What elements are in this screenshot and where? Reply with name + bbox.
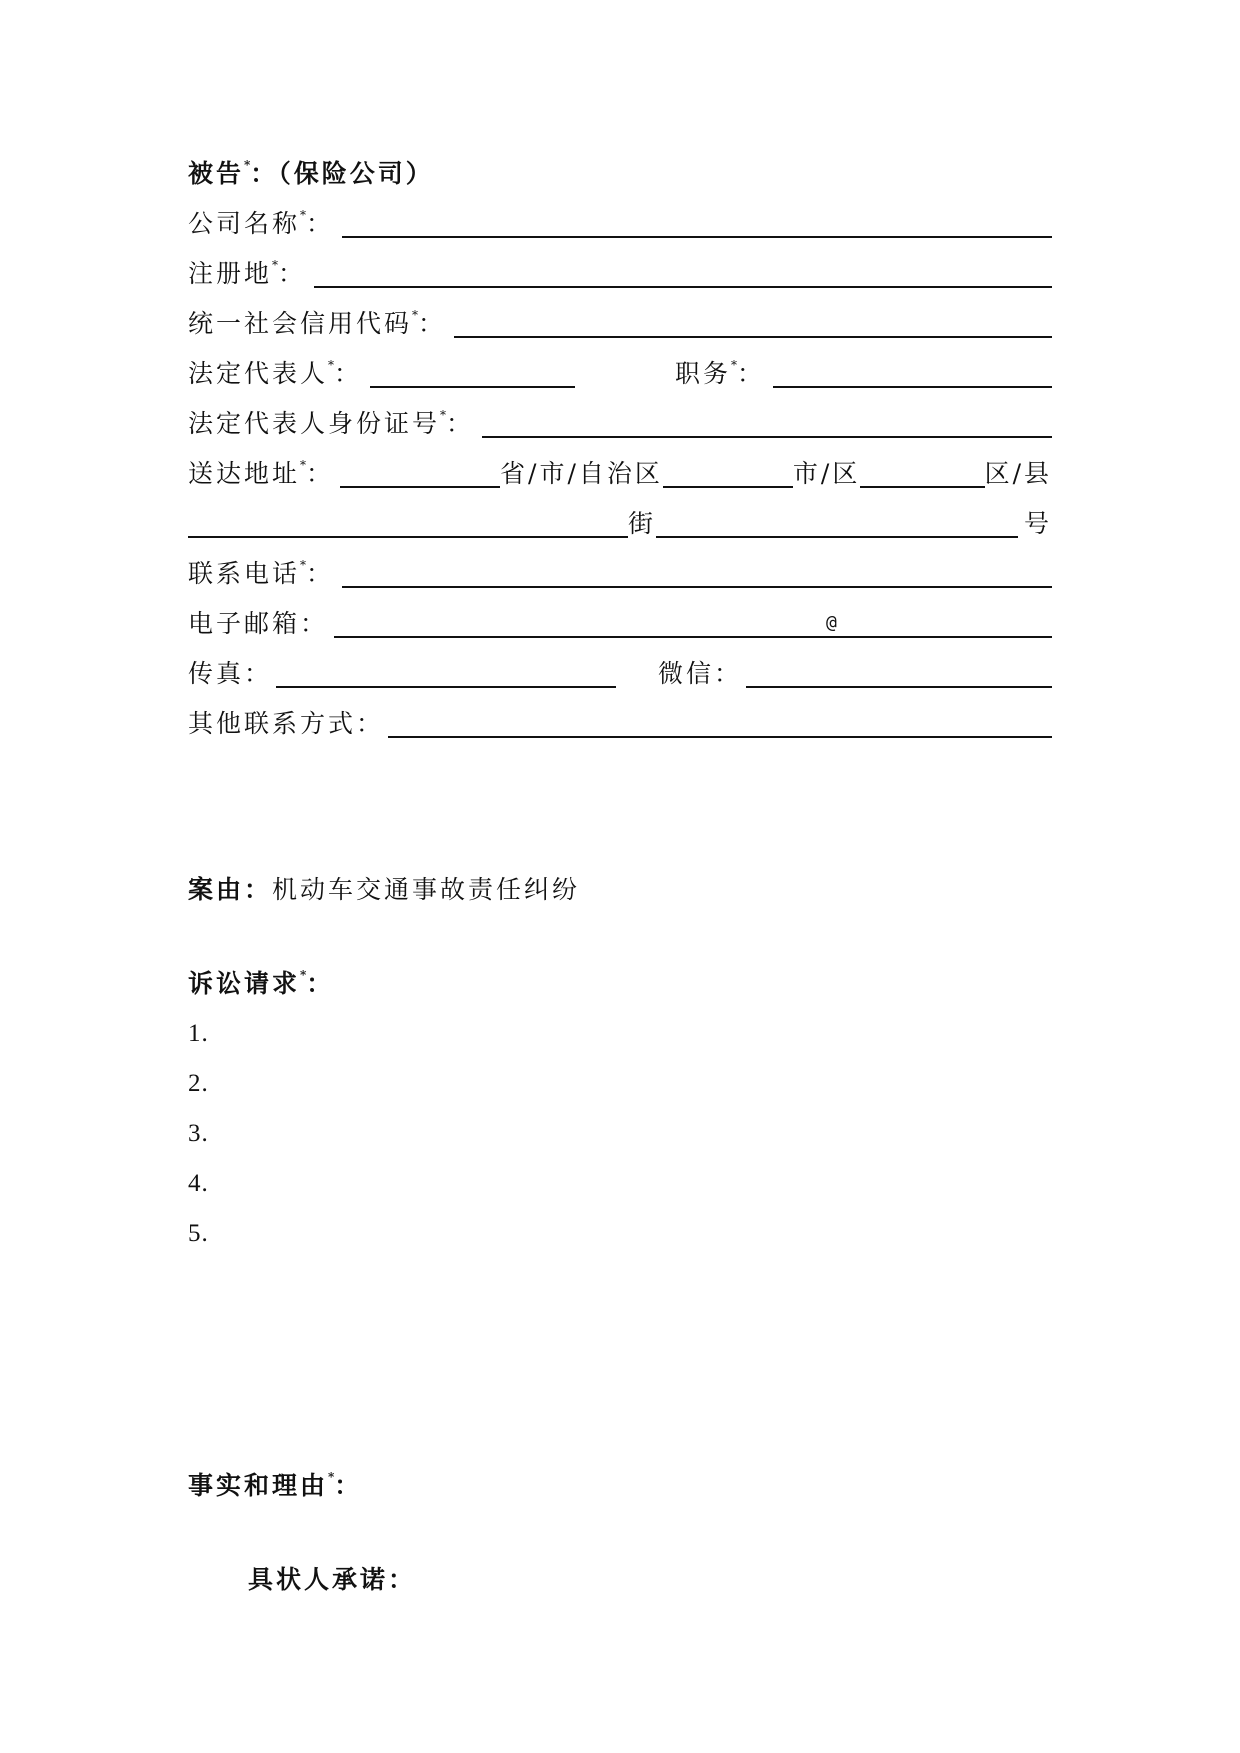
colon: ： (306, 459, 335, 488)
claims-heading-label: 诉讼请求 (188, 969, 301, 998)
required-mark: * (300, 558, 307, 572)
colon: ： (737, 359, 766, 388)
at-sign: @ (826, 612, 837, 633)
legal-rep-field[interactable] (370, 358, 575, 388)
colon: ： (418, 309, 447, 338)
province-field[interactable] (340, 458, 500, 488)
required-mark: * (300, 968, 307, 982)
fax-label: 传真： (188, 659, 273, 688)
colon: ： (446, 409, 475, 438)
city-field[interactable] (663, 458, 793, 488)
fax-field[interactable] (276, 658, 616, 688)
required-mark: * (300, 458, 307, 472)
email-label: 电子邮箱： (188, 609, 329, 638)
legal-rep-row (188, 340, 1052, 390)
commitment-heading-label: 具状人承诺： (248, 1565, 417, 1594)
registered-address-row (188, 240, 1052, 290)
required-mark: * (272, 258, 279, 272)
street-text: 街 (628, 509, 657, 538)
required-mark: * (328, 1470, 335, 1484)
facts-heading (188, 1452, 1052, 1502)
service-address-row (188, 440, 1052, 490)
company-name-label: 公司名称 (188, 209, 301, 238)
legal-rep-id-field[interactable] (482, 408, 1052, 438)
claim-item (188, 1050, 1052, 1100)
legal-rep-label: 法定代表人 (188, 359, 329, 388)
email-row (188, 590, 1052, 640)
wechat-label: 微信： (658, 659, 743, 688)
colon: ： (278, 259, 307, 288)
required-mark: * (300, 208, 307, 222)
colon: ： (306, 969, 335, 998)
position-label: 职务 (675, 359, 732, 388)
number-text: 号 (1023, 509, 1052, 538)
colon: ： (306, 559, 335, 588)
claim-number: 5. (188, 1220, 209, 1247)
province-text: 省/市/自治区 (500, 459, 663, 488)
claim-number: 1. (188, 1020, 209, 1047)
claim-number: 2. (188, 1070, 209, 1097)
required-mark: * (731, 358, 738, 372)
registered-address-field[interactable] (314, 258, 1052, 288)
wechat-field[interactable] (746, 658, 1052, 688)
claim-item (188, 1100, 1052, 1150)
colon: ： (334, 1471, 363, 1500)
defendant-heading-paren: ：（保险公司） (250, 159, 434, 188)
credit-code-field[interactable] (454, 308, 1052, 338)
credit-code-row (188, 290, 1052, 340)
claim-number: 4. (188, 1170, 209, 1197)
claim-item (188, 1000, 1052, 1050)
claim-number: 3. (188, 1120, 209, 1147)
fax-wechat-row (188, 640, 1052, 690)
legal-rep-id-label: 法定代表人身份证号 (188, 409, 441, 438)
cause-label: 案由： (188, 875, 273, 904)
house-number-field[interactable] (656, 508, 1018, 538)
claim-item (188, 1150, 1052, 1200)
other-contact-label: 其他联系方式： (188, 709, 385, 738)
county-text: 区/县 (984, 459, 1052, 488)
facts-heading-label: 事实和理由 (188, 1471, 329, 1500)
claims-heading (188, 950, 1052, 1000)
required-mark: * (440, 408, 447, 422)
colon: ： (306, 209, 335, 238)
city-text: 市/区 (792, 459, 861, 488)
registered-address-label: 注册地 (188, 259, 273, 288)
street-prefix-field[interactable] (188, 508, 628, 538)
company-name-field[interactable] (342, 208, 1052, 238)
defendant-heading-label: 被告 (188, 159, 245, 188)
defendant-heading (188, 140, 1052, 190)
required-mark: * (244, 158, 251, 172)
county-field[interactable] (860, 458, 984, 488)
other-contact-row (188, 690, 1052, 740)
required-mark: * (328, 358, 335, 372)
phone-field[interactable] (342, 558, 1052, 588)
commitment-heading (248, 1546, 1052, 1596)
service-address-label: 送达地址 (188, 459, 301, 488)
colon: ： (334, 359, 363, 388)
legal-rep-id-row (188, 390, 1052, 440)
cause-row (188, 856, 1052, 906)
company-name-row (188, 190, 1052, 240)
required-mark: * (412, 308, 419, 322)
phone-label: 联系电话 (188, 559, 301, 588)
credit-code-label: 统一社会信用代码 (188, 309, 413, 338)
email-field[interactable] (334, 608, 1052, 638)
service-address-row-2 (188, 490, 1052, 540)
position-field[interactable] (773, 358, 1052, 388)
claim-item (188, 1200, 1052, 1250)
phone-row (188, 540, 1052, 590)
cause-value: 机动车交通事故责任纠纷 (272, 875, 581, 904)
other-contact-field[interactable] (388, 708, 1052, 738)
